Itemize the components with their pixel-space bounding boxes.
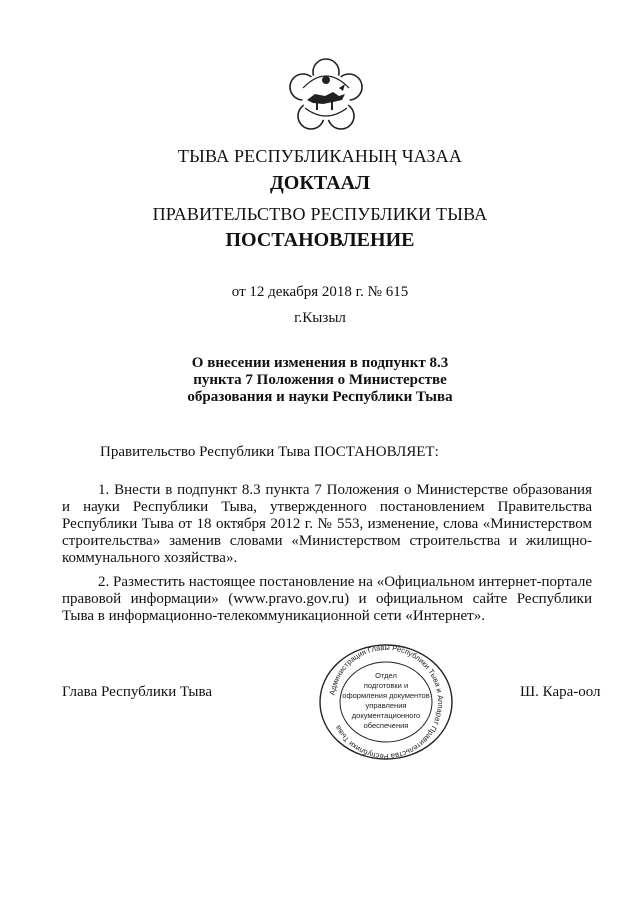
paragraph-1: 1. Внести в подпункт 8.3 пункта 7 Положения о Министерстве образования и науки Республики Тыва, утвержденного постановлением Правительства Республики Тыва от 18 октября 2012 г. № 553, изменение, слова «Министерством строительства» заменив словами «Министерством строительства и жилищно-коммунального хозяйства».: [62, 482, 592, 566]
paragraph-2: 2. Разместить настоящее постановление на «Официальном интернет-портале правовой информации» (www.pravo.gov.ru) и официальном сайте Республики Тыва в информационно-телекоммуникационной сети «Интернет».: [62, 574, 592, 624]
stamp-line: управления: [365, 701, 407, 710]
subject-line: пункта 7 Положения о Министерстве: [193, 372, 447, 388]
stamp-line: Отдел: [375, 671, 397, 680]
subject-line: О внесении изменения в подпункт 8.3: [191, 355, 449, 371]
signatory-name: Ш. Кара-оол: [520, 684, 601, 700]
header-tuvan-government: ТЫВА РЕСПУБЛИКАНЫҢ ЧАЗАА: [177, 146, 463, 166]
stamp-line: документационного: [351, 711, 421, 720]
document-date: от 12 декабря 2018 г. № 615: [231, 284, 409, 300]
subject-line: образования и науки Республики Тыва: [187, 389, 453, 405]
header-tuvan-decree: ДОКТААЛ: [270, 172, 370, 194]
stamp-ring-text: Администрация Главы Республики Тыва и Аппарат Правительства Республики Тыва: [327, 643, 446, 761]
header-government: ПРАВИТЕЛЬСТВО РЕСПУБЛИКИ ТЫВА: [152, 204, 488, 224]
stamp-line: оформления документов: [342, 691, 430, 700]
stamp-line: подготовки и: [363, 681, 409, 690]
stamp-line: обеспечения: [363, 721, 409, 730]
document-subject: [0, 355, 640, 406]
decree-line: Правительство Республики Тыва ПОСТАНОВЛЯЕТ:: [100, 444, 439, 460]
document-city: г.Кызыл: [294, 310, 346, 326]
official-seal-icon: [318, 643, 454, 761]
header-decree: ПОСТАНОВЛЕНИЕ: [225, 229, 415, 251]
coat-of-arms-icon: [287, 58, 365, 136]
signatory-title: Глава Республики Тыва: [62, 684, 213, 700]
